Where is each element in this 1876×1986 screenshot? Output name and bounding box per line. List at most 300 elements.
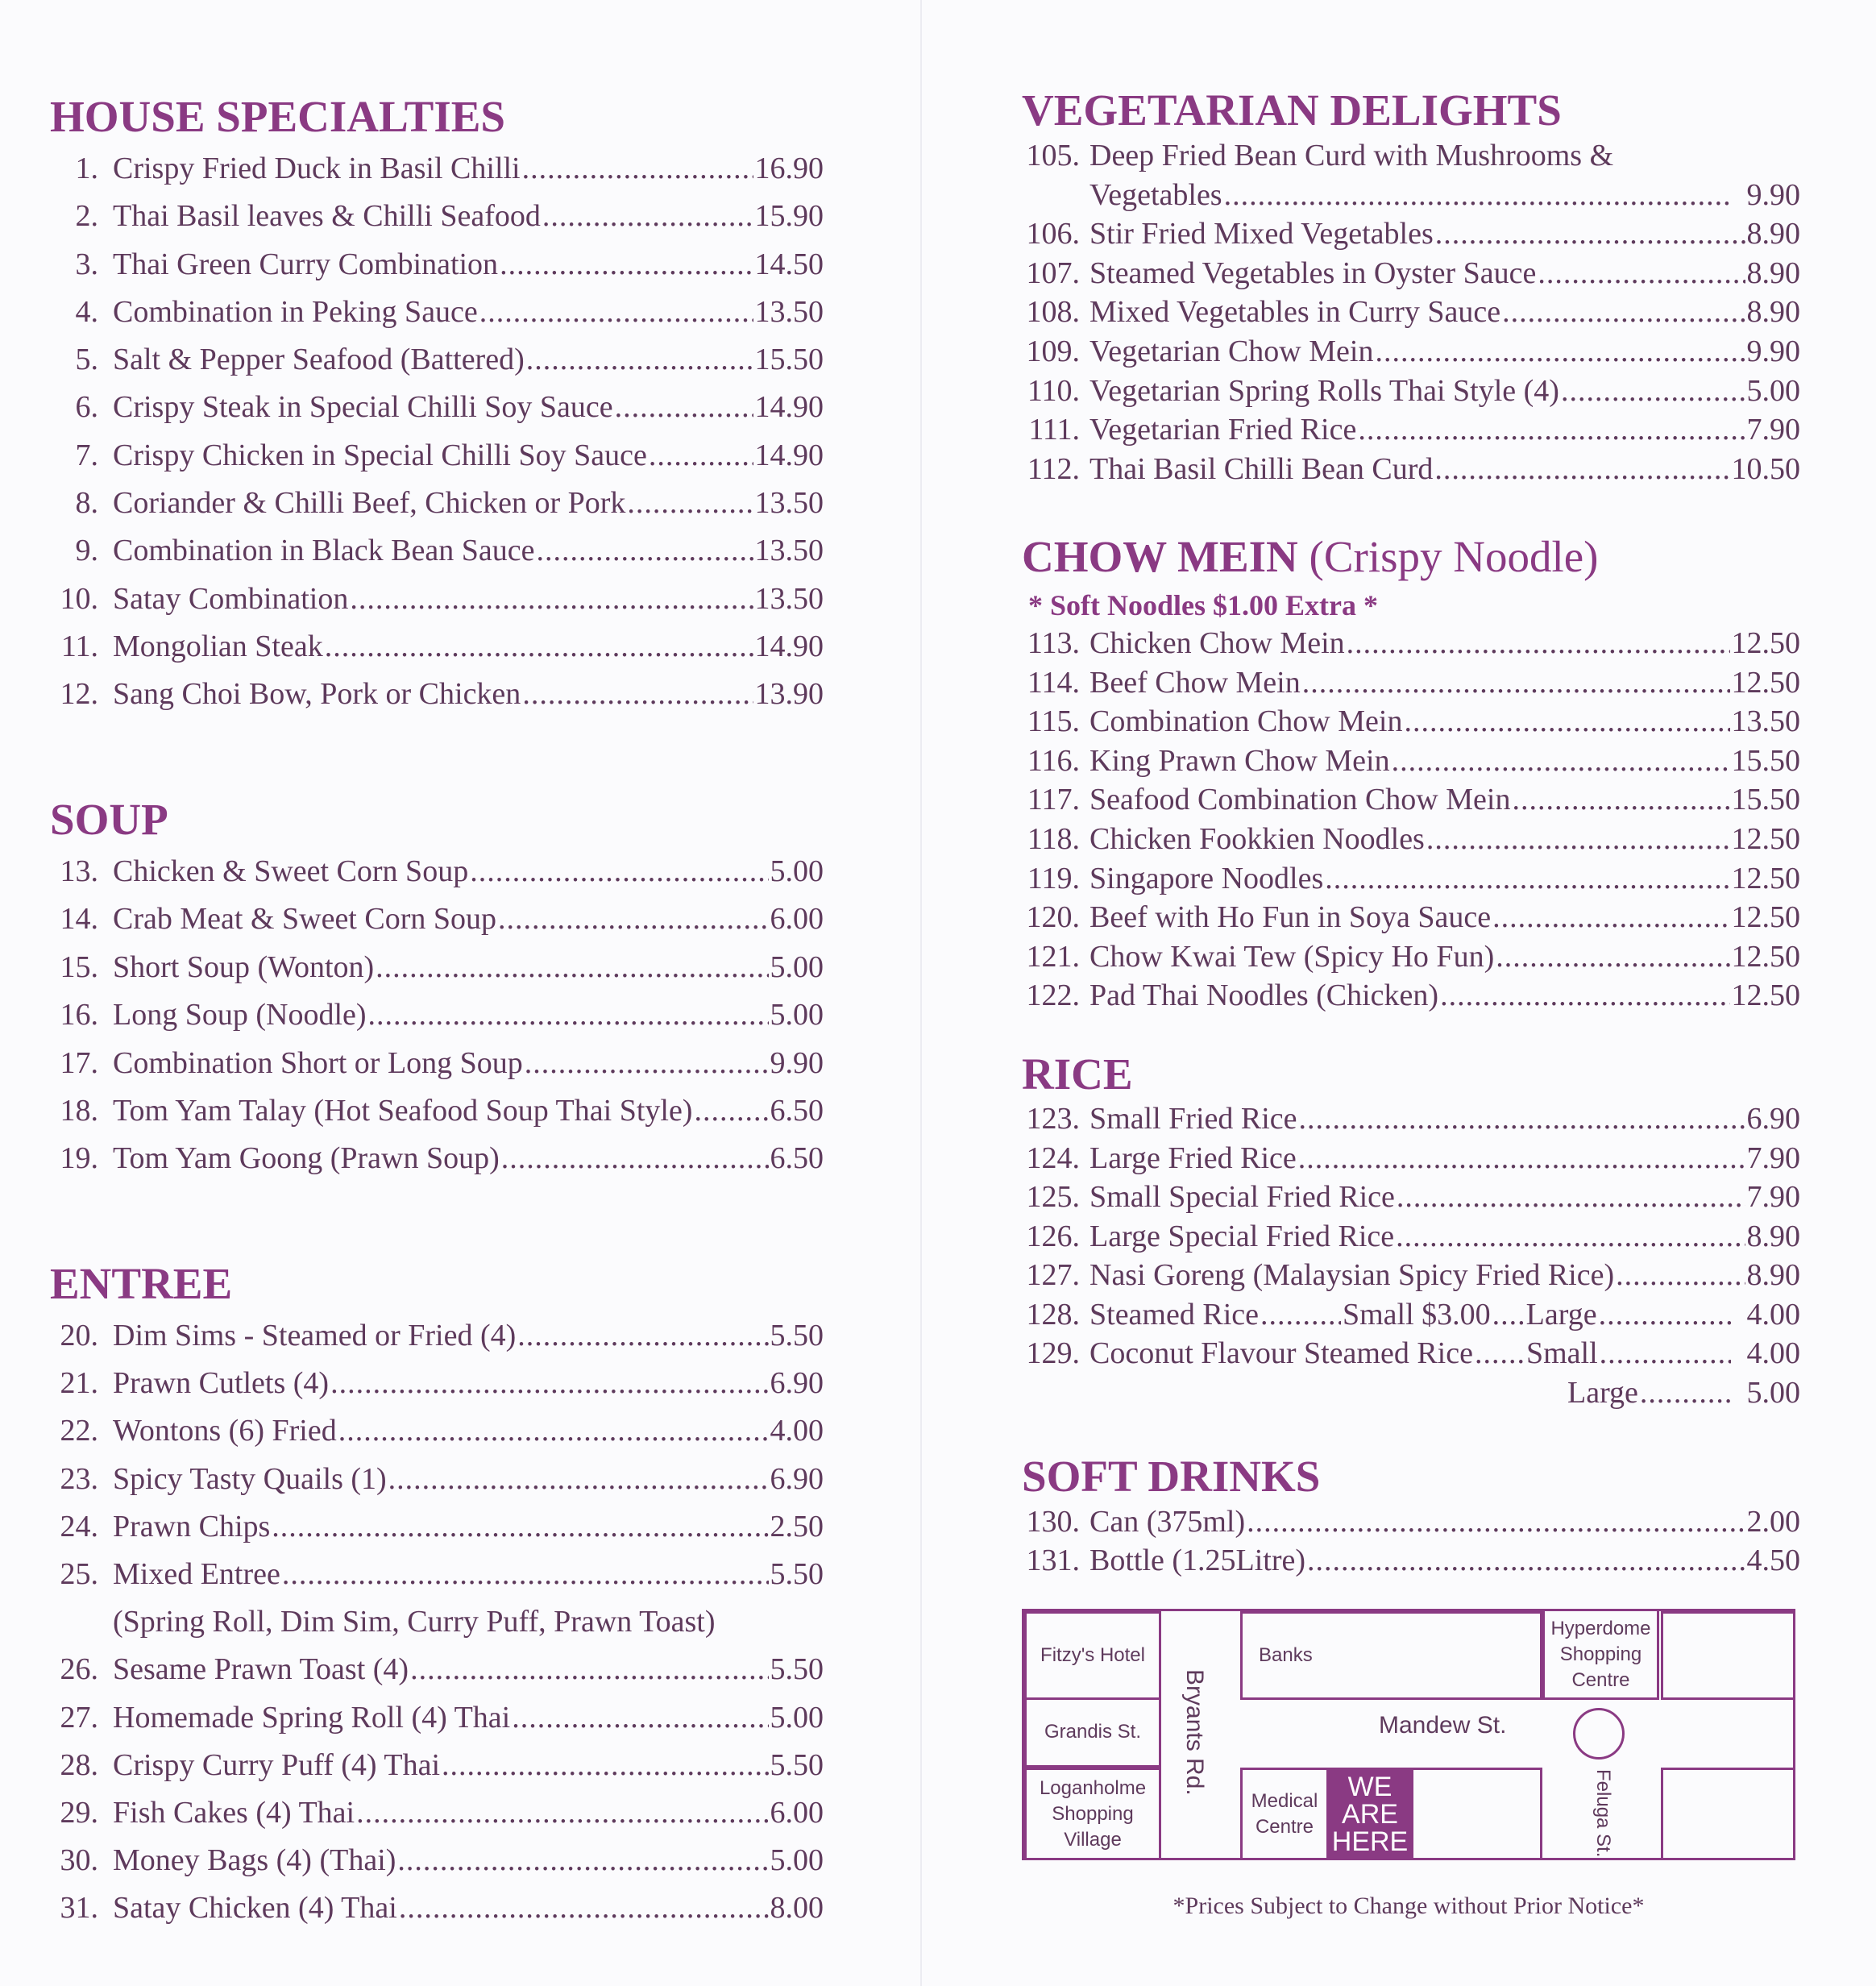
item-number: 25. <box>60 1556 98 1591</box>
menu-item <box>50 241 824 289</box>
menu-item <box>50 193 824 240</box>
dot-leader <box>1496 937 1729 977</box>
fitzys-hotel-block: Fitzy's Hotel <box>1024 1611 1161 1700</box>
dot-leader <box>368 991 769 1039</box>
menu-item <box>1022 1178 1800 1217</box>
section-title: RICE <box>1022 1049 1133 1099</box>
item-price: 8.90 <box>1746 295 1800 330</box>
dot-leader <box>1404 702 1729 742</box>
item-number: 3. <box>75 247 98 281</box>
item-name: Coconut Flavour Steamed Rice <box>1089 1336 1473 1370</box>
menu-item-continued <box>1022 1373 1800 1413</box>
item-number: 19. <box>60 1141 98 1176</box>
item-name: Combination Short or Long Soup <box>113 1045 523 1080</box>
menu-item <box>1022 976 1800 1016</box>
item-number: 110. <box>1027 373 1080 408</box>
dot-leader <box>1440 976 1729 1016</box>
item-number: 125. <box>1026 1180 1080 1214</box>
item-price: 5.00 <box>770 1843 824 1878</box>
menu-item <box>1022 663 1800 703</box>
item-name: Coriander & Chilli Beef, Chicken or Pork <box>113 486 626 521</box>
dot-leader <box>442 1742 768 1789</box>
item-name: Seafood Combination Chow Mein <box>1089 783 1511 817</box>
item-price: 12.50 <box>1731 665 1800 700</box>
menu-item <box>1022 136 1800 176</box>
item-price: 5.50 <box>770 1319 824 1352</box>
item-name: Chicken Fookkien Noodles <box>1089 821 1425 856</box>
item-number: 30. <box>60 1843 98 1878</box>
item-name: Vegetables <box>1089 177 1222 212</box>
dot-leader <box>1561 372 1745 411</box>
item-name: Crispy Curry Puff (4) Thai <box>113 1747 441 1782</box>
menu-item <box>50 1646 824 1693</box>
item-number: 108. <box>1026 295 1080 330</box>
item-number: 14. <box>60 902 98 937</box>
item-price: 5.00 <box>1746 373 1800 408</box>
item-name: Steamed Rice <box>1089 1297 1259 1332</box>
medical-centre-block: Medical Centre <box>1240 1768 1329 1860</box>
item-name: Small Fried Rice <box>1089 1102 1297 1136</box>
item-price: 14.50 <box>754 247 824 281</box>
soft-drinks-section <box>1022 1451 1800 1580</box>
item-name: Satay Combination <box>113 581 349 616</box>
menu-item <box>1022 214 1800 254</box>
item-price: 4.00 <box>1746 1297 1800 1332</box>
menu-item <box>50 289 824 336</box>
item-number: 105. <box>1026 139 1080 172</box>
dot-leader <box>1512 780 1729 820</box>
item-price: 9.90 <box>1746 334 1800 368</box>
item-price: 14.90 <box>754 390 824 425</box>
section-title: ENTREE <box>50 1259 233 1308</box>
menu-item <box>50 1503 824 1551</box>
dot-leader <box>615 384 753 431</box>
menu-item <box>1022 1256 1800 1295</box>
menu-item <box>1022 702 1800 742</box>
menu-item <box>1022 820 1800 859</box>
item-name: Satay Chicken (4) Thai <box>113 1891 397 1926</box>
item-name: Stir Fried Mixed Vegetables <box>1089 217 1434 251</box>
item-number: 8. <box>75 486 98 521</box>
feluga-st-label: Feluga St. <box>1592 1769 1614 1858</box>
item-name: Vegetarian Chow Mein <box>1089 334 1374 368</box>
menu-item <box>50 1837 824 1884</box>
item-number: 13. <box>60 854 98 888</box>
item-number: 113. <box>1027 626 1080 660</box>
item-name: Money Bags (4) (Thai) <box>113 1843 396 1878</box>
dot-leader <box>1492 898 1729 937</box>
menu-item <box>50 1456 824 1503</box>
item-price: 13.50 <box>754 486 824 521</box>
item-number: 21. <box>60 1366 98 1401</box>
soup-section <box>50 791 824 1183</box>
dot-leader <box>479 289 753 336</box>
large-size-label: Large <box>1567 1375 1638 1410</box>
item-price: 5.00 <box>770 949 824 984</box>
banks-block: Banks <box>1240 1611 1542 1700</box>
item-name: Deep Fried Bean Curd with Mushrooms & <box>1089 139 1614 172</box>
menu-item <box>1022 898 1800 937</box>
item-number: 109. <box>1026 334 1080 368</box>
item-name: Dim Sims - Steamed or Fried (4) <box>113 1319 517 1352</box>
dot-leader <box>498 895 768 943</box>
soup-list <box>50 848 824 1183</box>
vegetarian-section <box>1022 85 1800 488</box>
dot-leader <box>272 1503 768 1551</box>
item-price: 5.50 <box>770 1652 824 1687</box>
section-title: SOFT DRINKS <box>1022 1452 1321 1501</box>
item-name: Large Special Fried Rice <box>1089 1219 1395 1253</box>
item-price: 5.50 <box>770 1747 824 1782</box>
chow-mein-list <box>1022 624 1800 1016</box>
item-name: Combination in Peking Sauce <box>113 294 478 329</box>
dot-leader <box>325 623 753 671</box>
item-name: Beef Chow Mein <box>1089 665 1301 700</box>
section-title <box>1022 527 1800 587</box>
dot-leader <box>525 1040 769 1087</box>
entree-section <box>50 1256 824 1932</box>
item-name: Beef with Ho Fun in Soya Sauce <box>1089 900 1492 935</box>
item-number: 119. <box>1027 861 1080 895</box>
dot-leader <box>1302 663 1730 703</box>
mandew-st-label: Mandew St. <box>1379 1712 1507 1739</box>
item-name: Long Soup (Noodle) <box>113 998 367 1032</box>
item-number: 111. <box>1028 413 1080 447</box>
item-price: 8.00 <box>770 1891 824 1926</box>
item-name: Sang Choi Bow, Pork or Chicken <box>113 677 521 712</box>
dot-leader <box>470 848 768 895</box>
dot-leader <box>1299 1099 1745 1139</box>
item-number: 123. <box>1026 1102 1080 1136</box>
item-name: Chicken & Sweet Corn Soup <box>113 854 469 888</box>
roundabout-icon <box>1573 1708 1625 1760</box>
item-price: 13.50 <box>754 534 824 568</box>
item-name: Chow Kwai Tew (Spicy Ho Fun) <box>1089 939 1495 974</box>
item-name: Spicy Tasty Quails (1) <box>113 1461 387 1496</box>
item-number: 5. <box>75 343 98 377</box>
item-number: 9. <box>75 534 98 568</box>
dot-leader <box>1325 859 1729 899</box>
prices-notice: *Prices Subject to Change without Prior Notice* <box>1172 1893 1645 1919</box>
item-number: 28. <box>60 1747 98 1782</box>
large-size-label: Large <box>1525 1297 1597 1332</box>
item-number: 26. <box>60 1652 98 1687</box>
item-name: Thai Green Curry Combination <box>113 247 499 281</box>
item-number: 131. <box>1026 1544 1080 1577</box>
menu-item <box>1022 1502 1800 1541</box>
small-size-label: Small $3.00 <box>1342 1297 1491 1332</box>
item-name: Crab Meat & Sweet Corn Soup <box>113 902 497 937</box>
dot-leader <box>397 1837 768 1884</box>
item-price: 13.50 <box>754 294 824 329</box>
dot-leader <box>376 944 768 991</box>
item-price: 5.00 <box>770 854 824 888</box>
menu-item <box>50 1789 824 1837</box>
item-name: Short Soup (Wonton) <box>113 949 375 984</box>
dot-leader <box>526 336 753 384</box>
menu-item <box>50 623 824 671</box>
rice-section <box>1022 1049 1800 1412</box>
item-name: Thai Basil Chilli Bean Curd <box>1089 451 1434 486</box>
item-number: 15. <box>60 949 98 984</box>
menu-item <box>1022 1541 1800 1580</box>
entree-list <box>50 1312 824 1598</box>
item-name: Tom Yam Goong (Prawn Soup) <box>113 1141 500 1176</box>
item-price: 8.90 <box>1746 256 1800 290</box>
item-price: 12.50 <box>1731 861 1800 895</box>
item-number: 11. <box>60 629 98 663</box>
item-name: Crispy Fried Duck in Basil Chilli <box>113 152 521 185</box>
menu-item <box>50 671 824 718</box>
dot-leader <box>1434 450 1729 489</box>
dot-leader <box>410 1646 768 1693</box>
item-number: 127. <box>1026 1258 1080 1292</box>
item-name: Mixed Entree <box>113 1556 280 1591</box>
item-number: 120. <box>1026 900 1080 935</box>
dot-leader <box>338 1407 769 1455</box>
dot-leader <box>1502 293 1745 332</box>
hyperdome-block: Hyperdome Shopping Centre <box>1542 1611 1659 1700</box>
item-name: King Prawn Chow Mein <box>1089 743 1390 778</box>
entree-list-continued <box>50 1646 824 1932</box>
house-specialties-section <box>50 89 824 719</box>
location-map <box>1022 1609 1795 1860</box>
item-name: Vegetarian Fried Rice <box>1089 413 1357 447</box>
menu-item <box>50 336 824 384</box>
item-number: 117. <box>1027 783 1080 817</box>
item-price: 5.00 <box>770 998 824 1032</box>
item-number: 27. <box>60 1700 98 1735</box>
item-name: Crispy Chicken in Special Chilli Soy Sauce <box>113 438 647 472</box>
item-price: 12.50 <box>1731 900 1800 935</box>
section-title: HOUSE SPECIALTIES <box>50 92 506 141</box>
menu-item <box>1022 937 1800 977</box>
menu-item <box>50 1040 824 1087</box>
item-price: 13.90 <box>754 677 824 712</box>
item-price: 6.00 <box>770 902 824 937</box>
menu-item <box>50 527 824 575</box>
dot-leader <box>512 1694 768 1742</box>
item-number: 115. <box>1027 704 1080 739</box>
item-number: 128. <box>1026 1297 1080 1332</box>
item-name: Thai Basil leaves & Chilli Seafood <box>113 199 541 234</box>
small-price: 4.00 <box>1746 1336 1800 1370</box>
item-name: Singapore Noodles <box>1089 861 1324 895</box>
item-number: 112. <box>1027 451 1080 486</box>
chow-mein-section <box>1022 527 1800 1016</box>
item-price: 6.90 <box>770 1366 824 1401</box>
item-name: Wontons (6) Fried <box>113 1414 337 1448</box>
menu-item <box>1022 859 1800 899</box>
item-price: 14.90 <box>754 438 824 472</box>
item-price: 6.00 <box>770 1795 824 1830</box>
item-number: 114. <box>1027 665 1080 700</box>
menu-item <box>50 1135 824 1182</box>
menu-item <box>50 145 824 193</box>
dot-leader <box>1426 820 1730 859</box>
item-number: 22. <box>60 1414 98 1448</box>
menu-item <box>50 895 824 943</box>
dot-leader <box>1347 624 1730 663</box>
vegetarian-list <box>1022 214 1800 488</box>
chow-mein-title: CHOW MEIN <box>1022 532 1298 581</box>
item-number: 1. <box>75 152 98 185</box>
page-fold <box>920 0 922 1986</box>
dot-leader <box>517 1312 768 1360</box>
item-price: 6.90 <box>770 1461 824 1496</box>
item-name: Homemade Spring Roll (4) Thai <box>113 1700 511 1735</box>
item-name: Pad Thai Noodles (Chicken) <box>1089 978 1439 1013</box>
dot-leader <box>1298 1139 1745 1178</box>
item-price: 16.90 <box>754 152 824 185</box>
item-price: 5.50 <box>770 1556 824 1591</box>
item-price: 7.90 <box>1746 1180 1800 1214</box>
item-name: Large Fried Rice <box>1089 1140 1297 1175</box>
dot-leader <box>627 480 753 527</box>
item-number: 20. <box>60 1319 98 1352</box>
item-number: 17. <box>60 1045 98 1080</box>
item-number: 10. <box>60 581 98 616</box>
item-price: 6.50 <box>770 1141 824 1176</box>
corner-block-top-right <box>1661 1611 1795 1700</box>
bryants-rd-label: Bryants Rd. <box>1181 1669 1208 1796</box>
item-price: 9.90 <box>770 1045 824 1080</box>
menu-item <box>50 1360 824 1407</box>
dot-leader <box>1538 254 1745 293</box>
item-price: 4.50 <box>1746 1544 1800 1577</box>
item-number: 124. <box>1026 1140 1080 1175</box>
menu-item <box>50 991 824 1039</box>
item-number: 2. <box>75 199 98 234</box>
item-number: 116. <box>1027 743 1080 778</box>
item-number: 126. <box>1026 1219 1080 1253</box>
dot-leader <box>1435 214 1745 254</box>
menu-item <box>1022 1217 1800 1257</box>
chow-mein-subtitle: (Crispy Noodle) <box>1309 532 1599 581</box>
dot-leader <box>330 1360 768 1407</box>
large-price: 5.00 <box>1746 1375 1800 1410</box>
item-price: 12.50 <box>1731 821 1800 856</box>
item-price: 13.50 <box>754 581 824 616</box>
item-name: Combination Chow Mein <box>1089 704 1403 739</box>
item-price: 12.50 <box>1731 939 1800 974</box>
small-size-label: Small <box>1525 1336 1598 1370</box>
menu-item <box>1022 372 1800 411</box>
item-price: 6.50 <box>770 1093 824 1128</box>
item-price: 6.90 <box>1746 1102 1800 1136</box>
menu-item <box>1022 1139 1800 1178</box>
item-price: 12.50 <box>1731 978 1800 1013</box>
menu-item <box>50 480 824 527</box>
dot-leader <box>1616 1256 1745 1295</box>
menu-item <box>1022 1295 1800 1335</box>
section-title: SOUP <box>50 795 168 844</box>
item-name: Small Special Fried Rice <box>1089 1180 1395 1214</box>
item-price: 14.90 <box>754 629 824 663</box>
item-number: 16. <box>60 998 98 1032</box>
item-number: 23. <box>60 1461 98 1496</box>
menu-item <box>1022 450 1800 489</box>
item-number: 106. <box>1026 217 1080 251</box>
item-name: Crispy Steak in Special Chilli Soy Sauce <box>113 390 613 425</box>
item-price: 15.50 <box>754 343 824 377</box>
item-price: 2.50 <box>770 1509 824 1544</box>
dot-leader <box>1247 1502 1745 1541</box>
menu-item <box>50 1312 824 1360</box>
item-number: 129. <box>1026 1336 1080 1370</box>
menu-item <box>50 1884 824 1932</box>
item-name: Steamed Vegetables in Oyster Sauce <box>1089 256 1537 290</box>
dot-leader <box>356 1789 768 1837</box>
item-price: 8.90 <box>1746 217 1800 251</box>
item-number: 107. <box>1026 256 1080 290</box>
menu-item <box>50 1407 824 1455</box>
menu-item <box>1022 780 1800 820</box>
item-name: Bottle (1.25Litre) <box>1089 1544 1306 1577</box>
item-price: 7.90 <box>1746 413 1800 447</box>
menu-item <box>1022 624 1800 663</box>
item-price: 13.50 <box>1731 704 1800 739</box>
item-name: Tom Yam Talay (Hot Seafood Soup Thai Style) <box>113 1093 693 1128</box>
dot-leader <box>1375 332 1745 372</box>
item-name: Salt & Pepper Seafood (Battered) <box>113 343 525 377</box>
dot-leader <box>522 145 753 193</box>
soft-noodles-note: * Soft Noodles $1.00 Extra * <box>1028 589 1378 621</box>
menu-item <box>50 1087 824 1135</box>
item-name: Combination in Black Bean Sauce <box>113 534 535 568</box>
menu-item <box>50 1742 824 1789</box>
item-number: 7. <box>75 438 98 472</box>
rice-list <box>1022 1099 1800 1295</box>
item-number: 18. <box>60 1093 98 1128</box>
item-name: Chicken Chow Mein <box>1089 626 1345 660</box>
item-name: Prawn Chips <box>113 1509 271 1544</box>
dot-leader <box>399 1884 769 1932</box>
menu-item <box>1022 1099 1800 1139</box>
dot-leader <box>1358 410 1745 450</box>
dot-leader <box>1307 1541 1745 1580</box>
item-price: 7.90 <box>1746 1140 1800 1175</box>
menu-item <box>1022 293 1800 332</box>
item-name: Nasi Goreng (Malaysian Spicy Fried Rice) <box>1089 1258 1615 1292</box>
item-price: 15.90 <box>754 199 824 234</box>
section-title: VEGETARIAN DELIGHTS <box>1022 85 1562 135</box>
item-name: Sesame Prawn Toast (4) <box>113 1652 409 1687</box>
item-price: 12.50 <box>1731 626 1800 660</box>
item-number: 29. <box>60 1795 98 1830</box>
grandis-block: Grandis St. <box>1024 1698 1161 1768</box>
menu-item <box>1022 332 1800 372</box>
item-name: Vegetarian Spring Rolls Thai Style (4) <box>1089 373 1559 408</box>
soft-drinks-list <box>1022 1502 1800 1580</box>
menu-item-continued <box>1022 176 1800 215</box>
item-price: 8.90 <box>1746 1219 1800 1253</box>
item-name: Prawn Cutlets (4) <box>113 1366 330 1401</box>
item-name: Mixed Vegetables in Curry Sauce <box>1089 295 1501 330</box>
dot-leader <box>350 575 753 623</box>
item-name: Mongolian Steak <box>113 629 323 663</box>
item-price: 2.00 <box>1746 1505 1800 1539</box>
item-number: 24. <box>60 1509 98 1544</box>
mixed-entree-note: (Spring Roll, Dim Sim, Curry Puff, Prawn Toast) <box>113 1605 716 1639</box>
block-bottom-middle <box>1411 1768 1542 1860</box>
menu-item <box>1022 742 1800 781</box>
item-number: 6. <box>75 390 98 425</box>
dot-leader <box>501 1135 769 1182</box>
dot-leader <box>694 1087 768 1135</box>
item-price: 15.50 <box>1731 743 1800 778</box>
dot-leader <box>500 241 753 289</box>
